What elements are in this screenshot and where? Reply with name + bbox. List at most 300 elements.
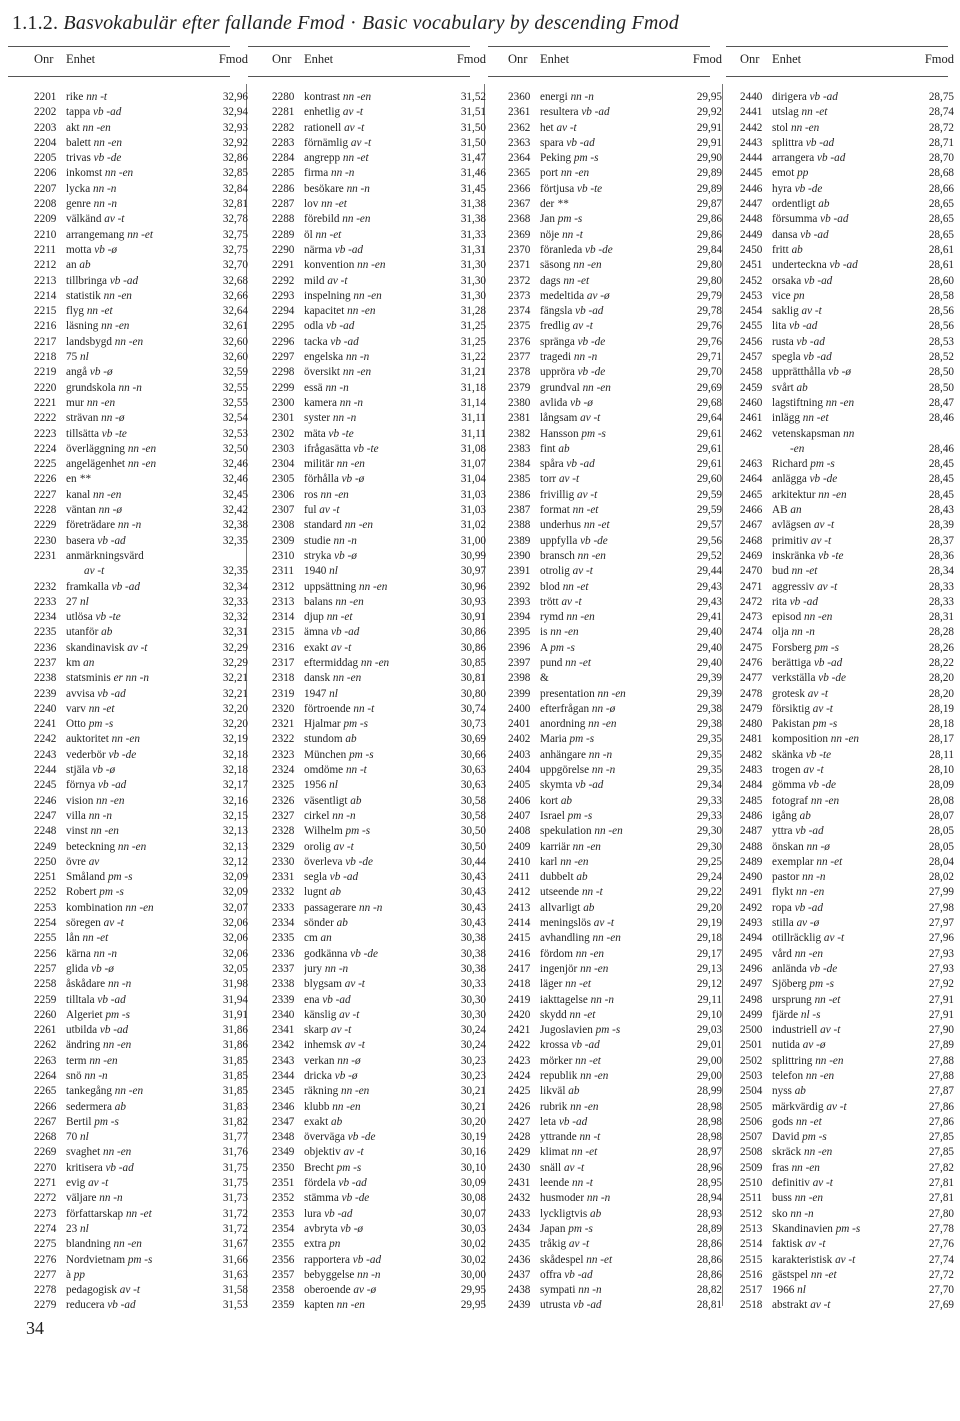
table-row bbox=[740, 1023, 954, 1038]
entry-word: spegla bbox=[772, 351, 801, 364]
entry-fmod: 31,72 bbox=[222, 1207, 248, 1220]
entry-class: vb -de bbox=[794, 182, 823, 195]
entry-class: nn -n bbox=[93, 947, 117, 960]
entry-class: nn -en bbox=[566, 611, 595, 624]
table-row bbox=[508, 855, 722, 870]
entry-fmod: 31,25 bbox=[460, 320, 486, 333]
entry-fmod: 28,66 bbox=[928, 182, 954, 195]
entry-unit bbox=[304, 212, 448, 227]
entry-rank: 2477 bbox=[740, 672, 763, 685]
entry-class: ab bbox=[350, 794, 362, 807]
table-row bbox=[34, 1115, 248, 1130]
entry-rank: 2501 bbox=[740, 1039, 763, 1052]
entry-unit bbox=[540, 136, 684, 151]
entry-unit bbox=[540, 1222, 684, 1237]
entry-unit bbox=[304, 518, 448, 533]
entry-fmod: 30,43 bbox=[460, 886, 486, 899]
entry-rank: 2316 bbox=[272, 641, 295, 654]
entry-class: vb -ad bbox=[566, 136, 595, 149]
entry-rank: 2272 bbox=[34, 1192, 57, 1205]
table-row bbox=[508, 687, 722, 702]
entry-class: nn -t bbox=[572, 1177, 593, 1190]
entry-word: port bbox=[540, 167, 559, 180]
entry-rank: 2464 bbox=[740, 473, 763, 486]
table-row bbox=[508, 90, 722, 105]
entry-unit bbox=[540, 1038, 684, 1053]
entry-unit bbox=[66, 931, 210, 946]
entry-unit bbox=[772, 947, 916, 962]
table-row bbox=[272, 778, 486, 793]
entry-class: av -ø bbox=[586, 289, 610, 302]
entry-unit bbox=[772, 595, 916, 610]
entry-unit bbox=[772, 901, 916, 916]
entry-fmod: 31,03 bbox=[460, 488, 486, 501]
entry-class: vb -ad bbox=[107, 1299, 136, 1312]
entry-unit bbox=[772, 1054, 916, 1069]
entry-rank: 2277 bbox=[34, 1268, 57, 1281]
entry-word: yttrande bbox=[540, 1131, 577, 1144]
table-row bbox=[740, 855, 954, 870]
entry-fmod: 28,82 bbox=[696, 1284, 722, 1297]
table-row bbox=[34, 228, 248, 243]
entry-class: av -t bbox=[580, 412, 601, 425]
entry-rank: 2470 bbox=[740, 565, 763, 578]
entry-unit bbox=[66, 855, 210, 870]
entry-word: vård bbox=[772, 947, 792, 960]
entry-class: ab bbox=[101, 626, 113, 639]
entry-unit bbox=[66, 763, 210, 778]
table-row bbox=[34, 916, 248, 931]
entry-word: frivillig bbox=[540, 488, 575, 501]
entry-rank: 2376 bbox=[508, 335, 531, 348]
entry-fmod: 30,43 bbox=[460, 917, 486, 930]
entry-fmod: 28,33 bbox=[928, 595, 954, 608]
entry-class: vb -ø bbox=[828, 366, 851, 379]
entry-fmod: 32,86 bbox=[222, 152, 248, 165]
entry-word: evig bbox=[66, 1177, 86, 1190]
table-row bbox=[508, 1237, 722, 1252]
entry-rank: 2426 bbox=[508, 1100, 531, 1113]
header-unit: Enhet bbox=[772, 52, 802, 66]
entry-word: genre bbox=[66, 198, 91, 211]
entry-class: nn -en bbox=[577, 549, 606, 562]
entry-class: nn -en bbox=[818, 488, 847, 501]
entry-class: vb -te bbox=[576, 182, 603, 195]
entry-word: anlända bbox=[772, 962, 807, 975]
entry-unit bbox=[66, 90, 210, 105]
entry-fmod: 30,20 bbox=[460, 1115, 486, 1128]
entry-word: märkvärdig bbox=[772, 1100, 824, 1113]
entry-rank: 2349 bbox=[272, 1146, 295, 1159]
entry-unit bbox=[304, 228, 448, 243]
table-row bbox=[34, 671, 248, 686]
entry-unit bbox=[772, 212, 916, 227]
entry-unit bbox=[66, 1054, 210, 1069]
entry-word: meningslös bbox=[540, 917, 591, 930]
entry-class: nn -ø bbox=[337, 1054, 361, 1067]
entry-rank: 2241 bbox=[34, 718, 57, 731]
entry-fmod: 30,08 bbox=[460, 1192, 486, 1205]
entry-word: ingenjör bbox=[540, 962, 578, 975]
entry-class: nn -en bbox=[560, 167, 590, 180]
entry-fmod: 28,98 bbox=[696, 1131, 722, 1144]
entry-word: tragedi bbox=[540, 351, 572, 364]
entry-unit bbox=[304, 304, 448, 319]
table-row bbox=[34, 335, 248, 350]
entry-fmod: 32,06 bbox=[222, 932, 248, 945]
header-unit: Enhet bbox=[304, 52, 334, 66]
entry-unit bbox=[540, 166, 684, 181]
table-row bbox=[508, 641, 722, 656]
entry-word: inlägg bbox=[772, 412, 800, 425]
entry-word: telefon bbox=[772, 1070, 804, 1082]
header-rule-top bbox=[248, 46, 470, 47]
entry-fmod: 30,03 bbox=[460, 1222, 486, 1235]
entry-word: cirkel bbox=[304, 809, 330, 822]
entry-unit bbox=[304, 947, 448, 962]
entry-unit bbox=[66, 411, 210, 426]
entry-unit bbox=[304, 1268, 448, 1283]
entry-class: nn -en bbox=[360, 656, 390, 669]
entry-word: is bbox=[540, 626, 548, 639]
entry-class: nn -n bbox=[325, 381, 349, 394]
entry-class: ** bbox=[557, 198, 569, 211]
table-row bbox=[272, 1084, 486, 1099]
table-row bbox=[508, 1054, 722, 1069]
entry-fmod: 32,66 bbox=[222, 289, 248, 302]
entry-unit bbox=[540, 610, 684, 625]
table-row bbox=[272, 901, 486, 916]
table-row bbox=[272, 197, 486, 212]
header-fmod: Fmod bbox=[692, 52, 722, 66]
entry-unit bbox=[540, 580, 684, 595]
entry-fmod: 32,59 bbox=[222, 366, 248, 379]
entry-class: nn -et bbox=[86, 305, 113, 318]
entry-fmod: 27,88 bbox=[928, 1070, 954, 1082]
entry-word: München bbox=[304, 748, 347, 761]
entry-fmod: 32,42 bbox=[222, 504, 248, 517]
entry-unit bbox=[66, 518, 210, 533]
entry-rank: 2472 bbox=[740, 595, 763, 608]
entry-fmod: 30,97 bbox=[460, 565, 486, 578]
entry-fmod: 27,86 bbox=[928, 1100, 954, 1113]
entry-unit bbox=[772, 396, 916, 411]
entry-word: fotograf bbox=[772, 794, 809, 807]
table-row bbox=[508, 625, 722, 640]
entry-fmod: 31,38 bbox=[460, 213, 486, 226]
table-row bbox=[272, 595, 486, 610]
entry-word: skänka bbox=[772, 748, 804, 761]
entry-unit bbox=[540, 901, 684, 916]
entry-fmod: 27,89 bbox=[928, 1039, 954, 1052]
entry-rank: 2508 bbox=[740, 1146, 763, 1159]
entry-fmod: 32,78 bbox=[222, 213, 248, 226]
entry-word: industriell bbox=[772, 1024, 818, 1037]
table-row bbox=[34, 947, 248, 962]
entry-class: nn -en bbox=[794, 947, 823, 960]
entry-class: vb -ø bbox=[570, 396, 593, 409]
entry-fmod: 30,73 bbox=[460, 718, 486, 731]
entry-unit bbox=[66, 289, 210, 304]
entry-class: nn -et bbox=[795, 1115, 822, 1128]
entry-class: av -t bbox=[835, 1253, 856, 1266]
entry-class: nn -n bbox=[578, 1284, 602, 1297]
entry-class: nn -et bbox=[562, 580, 589, 593]
entry-fmod: 28,81 bbox=[696, 1299, 722, 1312]
entry-rank: 2433 bbox=[508, 1207, 531, 1220]
table-row bbox=[272, 840, 486, 855]
entry-rank: 2482 bbox=[740, 748, 763, 761]
entry-word: tillbringa bbox=[66, 274, 108, 287]
entry-unit bbox=[540, 212, 684, 227]
entry-rank: 2222 bbox=[34, 412, 57, 425]
table-row bbox=[34, 105, 248, 120]
entry-rank: 2514 bbox=[740, 1238, 763, 1251]
entry-class: vb -ad bbox=[789, 595, 818, 608]
entry-rank: 2360 bbox=[508, 91, 531, 103]
entry-class: av -t bbox=[350, 136, 372, 149]
entry-unit bbox=[772, 885, 916, 900]
table-row bbox=[34, 1008, 248, 1023]
entry-class: nn -en bbox=[96, 794, 125, 807]
entry-rank: 2351 bbox=[272, 1177, 295, 1190]
table-row bbox=[740, 580, 954, 595]
entry-class: av -t bbox=[803, 764, 824, 777]
entry-rank: 2228 bbox=[34, 504, 57, 517]
entry-rank: 2425 bbox=[508, 1085, 531, 1098]
entry-rank: 2430 bbox=[508, 1161, 531, 1174]
entry-class: vb -ø bbox=[94, 243, 117, 256]
entry-class: vb -de bbox=[577, 335, 606, 348]
entry-unit bbox=[304, 488, 448, 503]
entry-fmod: 29,59 bbox=[696, 488, 722, 501]
table-row bbox=[740, 1069, 954, 1084]
entry-unit bbox=[66, 580, 210, 595]
entry-class: av -t bbox=[812, 702, 833, 715]
entry-fmod: 28,97 bbox=[696, 1146, 722, 1159]
table-row bbox=[508, 274, 722, 289]
entry-fmod: 31,21 bbox=[460, 366, 486, 379]
entry-word: nyss bbox=[772, 1085, 792, 1098]
entry-rank: 2217 bbox=[34, 335, 57, 348]
entry-rank: 2458 bbox=[740, 366, 763, 379]
entry-unit bbox=[66, 778, 210, 793]
entry-rank: 2512 bbox=[740, 1207, 763, 1220]
entry-unit bbox=[304, 1008, 448, 1023]
table-row bbox=[272, 427, 486, 442]
entry-unit bbox=[304, 411, 448, 426]
entry-word: Hjalmar bbox=[304, 718, 341, 731]
entry-fmod: 30,58 bbox=[460, 794, 486, 807]
entry-word: rationell bbox=[304, 121, 342, 134]
table-row bbox=[508, 977, 722, 992]
table-row bbox=[34, 197, 248, 212]
entry-class: nn -en bbox=[810, 794, 840, 807]
entry-unit bbox=[540, 625, 684, 640]
entry-word: odla bbox=[304, 320, 324, 333]
table-row bbox=[272, 396, 486, 411]
entry-word: David bbox=[772, 1131, 800, 1144]
entry-fmod: 31,28 bbox=[460, 305, 486, 318]
entry-class: nn -en bbox=[790, 121, 820, 134]
entry-fmod: 31,25 bbox=[460, 335, 486, 348]
entry-word: 1947 bbox=[304, 687, 327, 700]
entry-class: vb -de bbox=[350, 947, 378, 960]
entry-fmod: 31,86 bbox=[222, 1024, 248, 1037]
entry-class: nn -n bbox=[591, 764, 616, 777]
entry-class: ab bbox=[590, 1207, 602, 1220]
table-row bbox=[272, 121, 486, 136]
table-row bbox=[34, 1253, 248, 1268]
entry-unit bbox=[304, 962, 448, 977]
entry-rank: 2451 bbox=[740, 259, 763, 272]
entry-rank: 2417 bbox=[508, 962, 531, 975]
entry-rank: 2463 bbox=[740, 458, 763, 471]
entry-word: balans bbox=[304, 595, 333, 608]
entry-rank: 2469 bbox=[740, 549, 763, 562]
table-row bbox=[34, 488, 248, 503]
entry-word: eftermiddag bbox=[304, 656, 359, 669]
entry-fmod: 28,71 bbox=[928, 136, 954, 149]
entry-rank: 2326 bbox=[272, 794, 295, 807]
entry-unit bbox=[772, 503, 916, 518]
entry-unit bbox=[66, 687, 210, 702]
entry-word: blygsam bbox=[304, 978, 342, 991]
entry-word: nöje bbox=[540, 228, 560, 241]
entry-word: inskränka bbox=[772, 549, 816, 562]
entry-word: underhus bbox=[540, 519, 582, 532]
entry-class: nn -n bbox=[590, 993, 614, 1006]
entry-word: episod bbox=[772, 611, 802, 624]
entry-class: pm -s bbox=[105, 1008, 131, 1021]
table-row bbox=[34, 885, 248, 900]
entry-class: ab bbox=[79, 259, 91, 272]
entry-unit bbox=[540, 671, 684, 686]
entry-word: överleva bbox=[304, 855, 343, 868]
entry-rank: 2499 bbox=[740, 1008, 763, 1021]
entry-class: nn -en bbox=[104, 167, 134, 180]
table-row bbox=[508, 1253, 722, 1268]
entry-fmod: 32,17 bbox=[222, 779, 248, 792]
table-row bbox=[34, 549, 248, 564]
entry-unit bbox=[772, 1222, 916, 1237]
entry-class: vb -ad bbox=[817, 152, 846, 165]
table-row bbox=[272, 1237, 486, 1252]
entry-unit bbox=[772, 1084, 916, 1099]
entry-unit bbox=[540, 962, 684, 977]
entry-fmod: 28,17 bbox=[928, 733, 954, 746]
entry-rank: 2429 bbox=[508, 1146, 531, 1159]
entry-fmod: 27,81 bbox=[928, 1192, 954, 1205]
table-row bbox=[34, 1161, 248, 1176]
entry-class: nn -en bbox=[90, 825, 119, 838]
table-row bbox=[508, 794, 722, 809]
entry-fmod: 30,63 bbox=[460, 779, 486, 792]
entry-unit bbox=[304, 840, 448, 855]
entry-fmod: 31,91 bbox=[222, 1008, 248, 1021]
entry-fmod: 32,46 bbox=[222, 473, 248, 486]
entry-unit bbox=[304, 1023, 448, 1038]
entry-fmod: 32,34 bbox=[222, 580, 248, 593]
entry-unit bbox=[772, 962, 916, 977]
entry-word: sedermera bbox=[66, 1100, 112, 1113]
entry-fmod: 32,70 bbox=[222, 259, 248, 272]
entry-fmod: 30,50 bbox=[460, 825, 486, 838]
table-row bbox=[508, 166, 722, 181]
entry-unit bbox=[772, 748, 916, 763]
entry-rank: 2339 bbox=[272, 993, 295, 1006]
entry-class: pm -s bbox=[343, 718, 369, 731]
entry-rank: 2412 bbox=[508, 886, 531, 899]
entry-word: landsbygd bbox=[66, 335, 112, 348]
entry-rank: 2265 bbox=[34, 1085, 57, 1098]
entry-class: nn -et bbox=[565, 656, 591, 669]
entry-class: nn -en bbox=[86, 396, 116, 409]
table-row bbox=[740, 993, 954, 1008]
entry-word: pastor bbox=[772, 871, 800, 884]
entry-word: ros bbox=[304, 488, 318, 501]
entry-rank: 2370 bbox=[508, 243, 531, 256]
entry-fmod: 27,96 bbox=[928, 932, 954, 945]
entry-rank: 2264 bbox=[34, 1070, 57, 1082]
entry-rank: 2215 bbox=[34, 305, 57, 318]
entry-word: berättiga bbox=[772, 656, 812, 669]
entry-class: ab bbox=[796, 381, 808, 394]
entry-fmod: 30,85 bbox=[460, 656, 486, 669]
entry-word: blod bbox=[540, 580, 560, 593]
entry-fmod: 31,11 bbox=[461, 427, 486, 440]
entry-unit bbox=[66, 457, 210, 472]
entry-rank: 2340 bbox=[272, 1008, 295, 1021]
entry-rank: 2399 bbox=[508, 687, 531, 700]
entry-word: 75 bbox=[66, 351, 78, 364]
entry-fmod: 27,85 bbox=[928, 1131, 954, 1144]
entry-fmod: 32,50 bbox=[222, 442, 248, 455]
entry-word: glida bbox=[66, 962, 89, 975]
entry-class: vb -ad bbox=[324, 1207, 353, 1220]
entry-unit bbox=[540, 228, 684, 243]
entry-word: statsminis bbox=[66, 672, 111, 685]
table-row bbox=[508, 258, 722, 273]
entry-class: nn -et bbox=[810, 1268, 837, 1281]
entry-rank: 2403 bbox=[508, 748, 531, 761]
entry-fmod: 28,50 bbox=[928, 381, 954, 394]
entry-rank: 2398 bbox=[508, 672, 531, 685]
entry-class: nn -en bbox=[332, 1100, 361, 1113]
entry-unit bbox=[66, 258, 210, 273]
entry-class: vb -ad bbox=[813, 656, 843, 669]
table-row bbox=[740, 794, 954, 809]
entry-rank: 2432 bbox=[508, 1192, 531, 1205]
entry-rank: 2507 bbox=[740, 1131, 763, 1144]
entry-word: avhandling bbox=[540, 932, 590, 945]
entry-class: vb -ad bbox=[829, 259, 858, 272]
entry-rank: 2220 bbox=[34, 381, 57, 394]
table-row bbox=[508, 1038, 722, 1053]
entry-class: vb -ad bbox=[794, 901, 823, 914]
entry-unit bbox=[66, 732, 210, 747]
entry-fmod: 31,72 bbox=[222, 1222, 248, 1235]
column-rows bbox=[272, 90, 486, 1314]
entry-rank: 2386 bbox=[508, 488, 531, 501]
entry-word: försiktig bbox=[772, 702, 810, 715]
table-row bbox=[740, 870, 954, 885]
entry-class: nn -ø bbox=[101, 412, 125, 425]
entry-rank: 2302 bbox=[272, 427, 295, 440]
entry-unit bbox=[540, 595, 684, 610]
entry-class: nn -en bbox=[804, 611, 833, 624]
entry-word: dubbelt bbox=[540, 871, 574, 884]
